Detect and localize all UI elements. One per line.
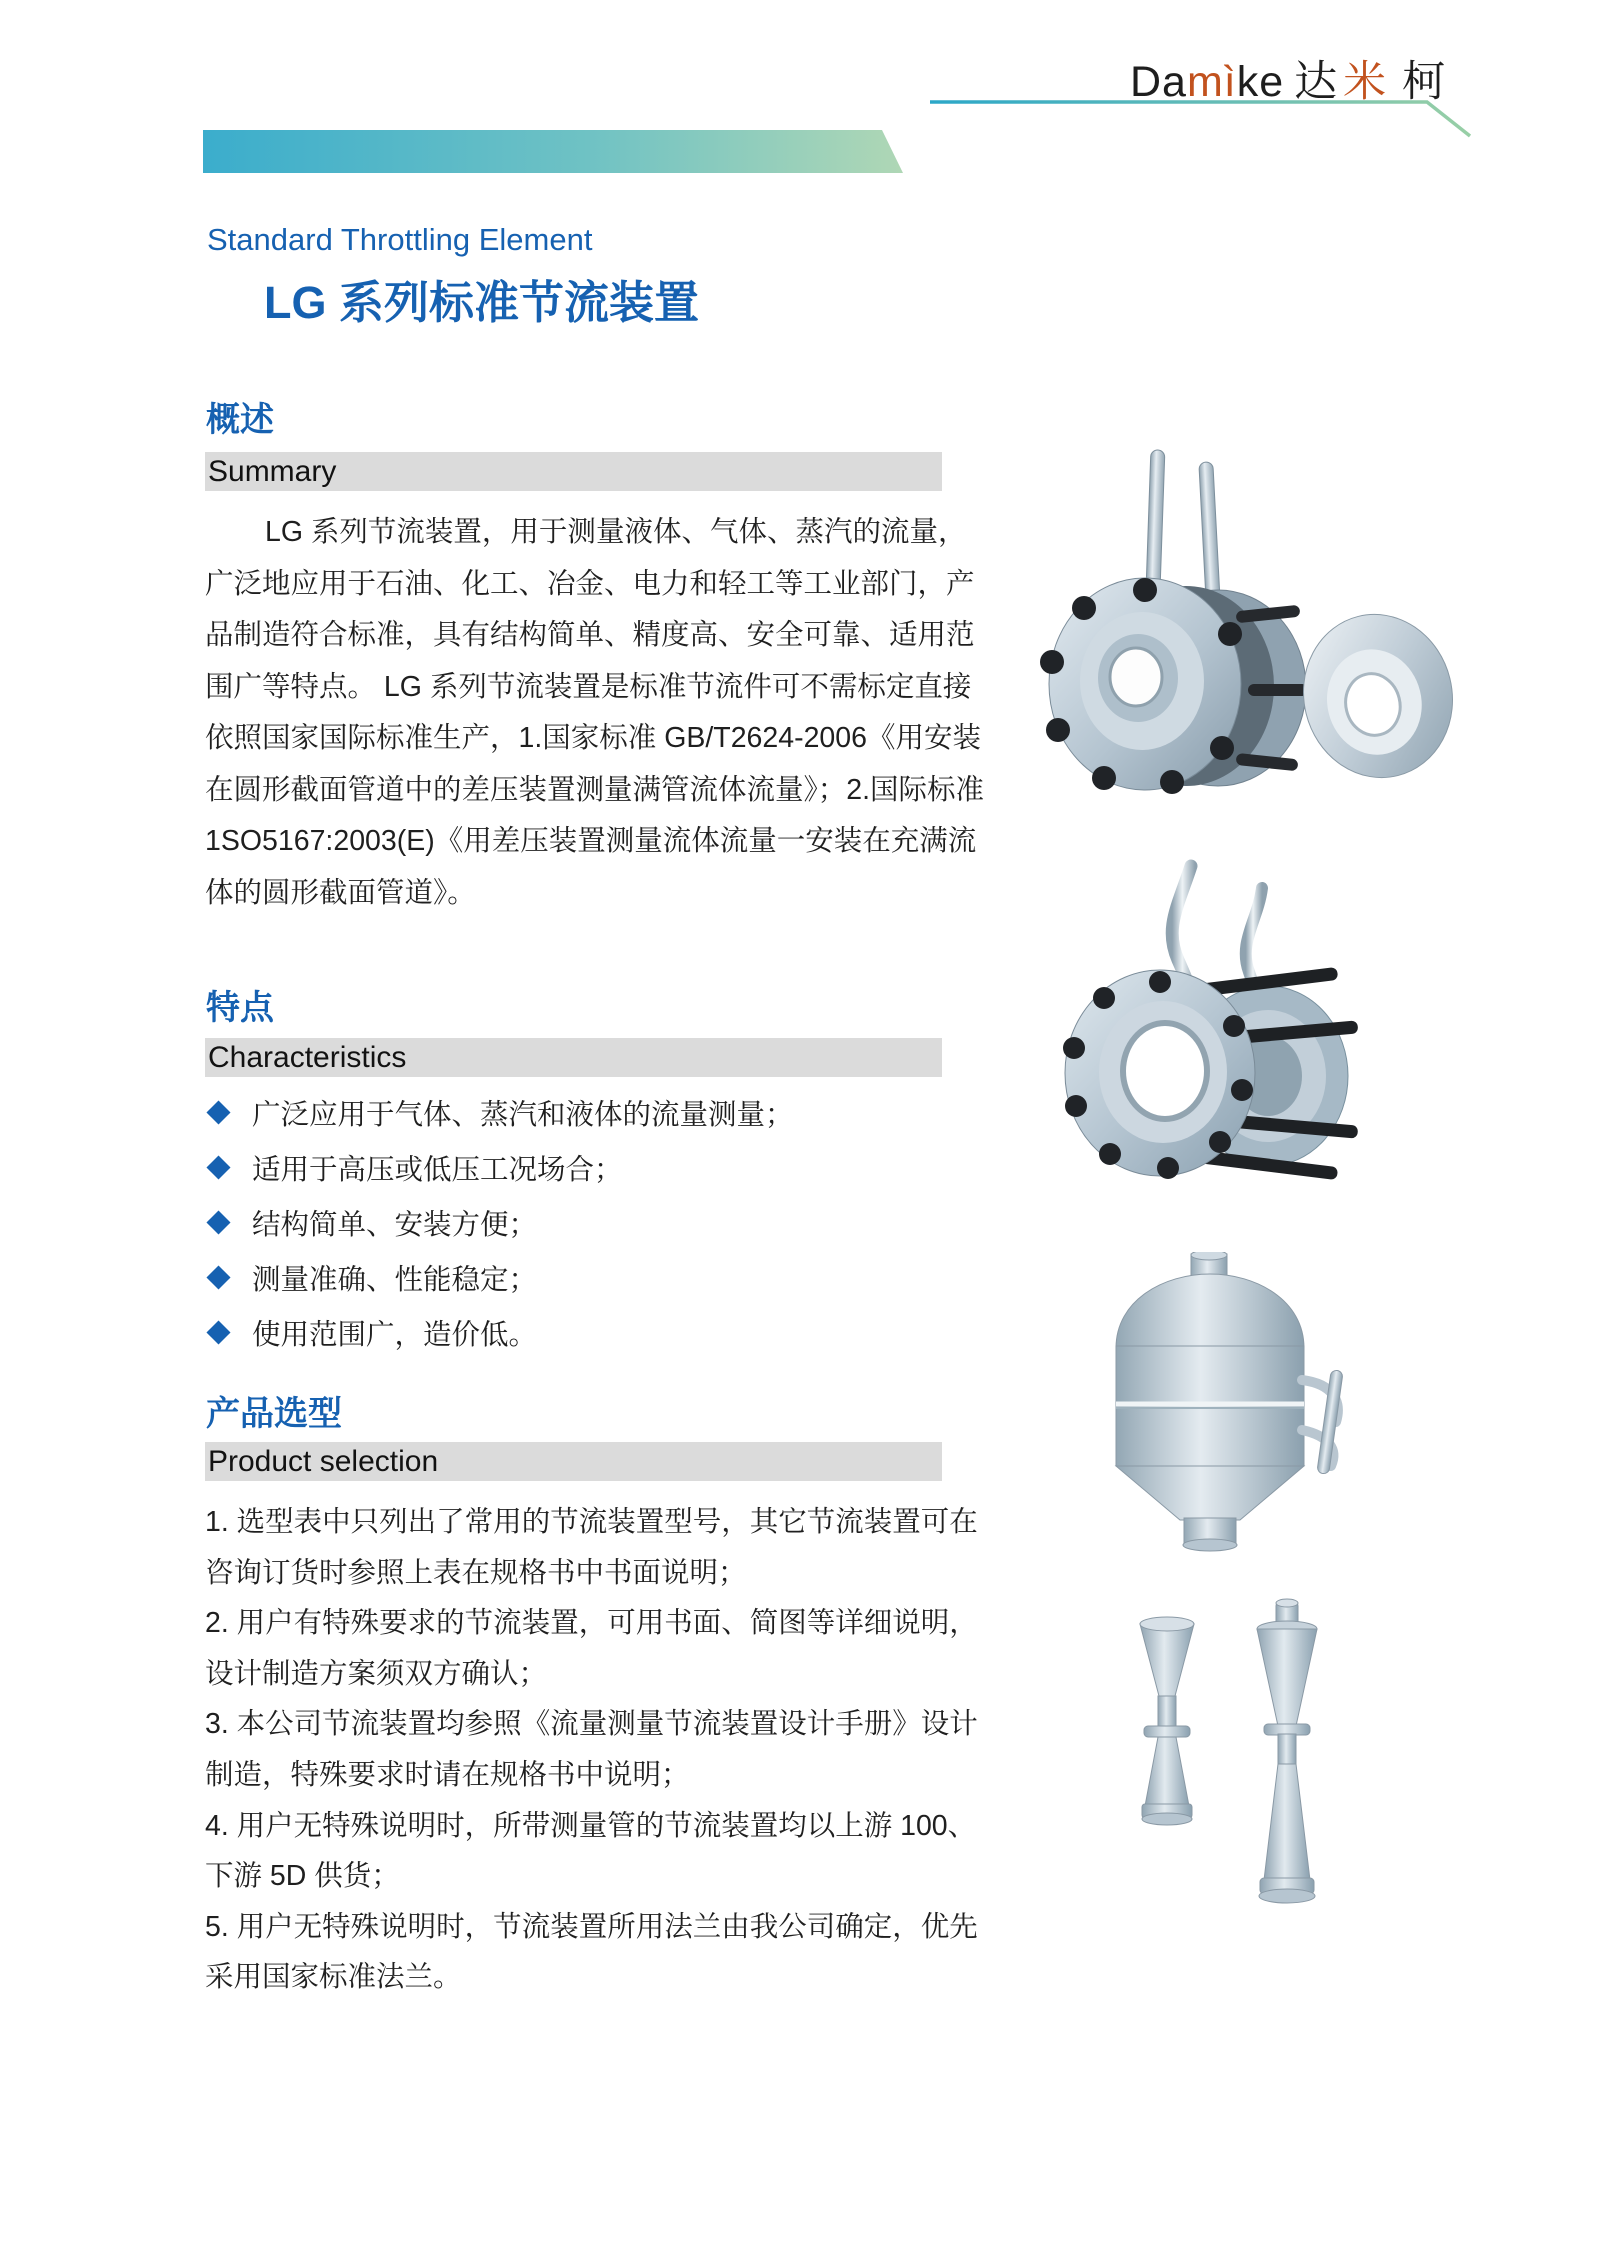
diamond-bullet-icon bbox=[206, 1265, 230, 1289]
feature-text: 测量准确、性能稳定； bbox=[252, 1264, 538, 1296]
feature-text: 适用于高压或低压工况场合； bbox=[252, 1154, 623, 1186]
header-rule-line bbox=[930, 96, 1480, 138]
selection-heading-zh: 产品选型 bbox=[206, 1395, 342, 1433]
selection-line: 2. 用户有特殊要求的节流装置，可用书面、简图等详细说明， bbox=[205, 1607, 978, 1640]
logo-text-zh2: 米 bbox=[1343, 58, 1393, 106]
summary-heading-zh: 概述 bbox=[206, 401, 274, 439]
selection-list bbox=[205, 1497, 1005, 2003]
photo-orifice-flange-assembly bbox=[1000, 448, 1470, 813]
characteristics-heading-en: Characteristics bbox=[208, 1040, 407, 1074]
selection-heading-bar bbox=[205, 1442, 942, 1481]
selection-line: 下游 5D 供货； bbox=[205, 1860, 400, 1893]
summary-line: 在圆形截面管道中的差压装置测量满管流体流量》；2.国际标准 bbox=[205, 773, 985, 806]
characteristics-heading-bar bbox=[205, 1038, 942, 1077]
feature-list bbox=[208, 1085, 794, 1360]
page-title: LG 系列标准节流装置 bbox=[264, 277, 699, 328]
photo-barrel-vessel bbox=[1078, 1252, 1343, 1562]
summary-line: 品制造符合标准，具有结构简单、精度高、安全可靠、适用范 bbox=[205, 619, 975, 651]
feature-item bbox=[208, 1085, 794, 1140]
selection-line: 3. 本公司节流装置均参照《流量测量节流装置设计手册》设计 bbox=[205, 1708, 978, 1741]
logo-text-mi: mì bbox=[1186, 58, 1237, 106]
photo-venturi-nozzles bbox=[1072, 1598, 1377, 1913]
summary-line: 依照国家国际标准生产，1.国家标准 GB/T2624-2006《用安装 bbox=[205, 722, 981, 754]
logo-text-zh3: 柯 bbox=[1402, 58, 1452, 106]
summary-line: 体的圆形截面管道》。 bbox=[205, 876, 476, 909]
selection-line: 1. 选型表中只列出了常用的节流装置型号，其它节流装置可在 bbox=[205, 1506, 978, 1538]
summary-line: 围广等特点。 LG 系列节流装置是标准节流件可不需标定直接 bbox=[205, 670, 972, 703]
summary-paragraph bbox=[205, 507, 995, 919]
diamond-bullet-icon bbox=[206, 1320, 230, 1344]
feature-text: 结构简单、安装方便； bbox=[252, 1209, 538, 1241]
selection-line: 制造，特殊要求时请在规格书中说明； bbox=[205, 1758, 690, 1791]
diamond-bullet-icon bbox=[206, 1210, 230, 1234]
summary-heading-bar bbox=[205, 452, 942, 491]
summary-heading-en: Summary bbox=[208, 454, 337, 488]
photo-annular-flange-assembly bbox=[1028, 858, 1378, 1203]
logo-text-ke: ke bbox=[1236, 58, 1285, 106]
page-subtitle-en: Standard Throttling Element bbox=[207, 222, 593, 257]
feature-item bbox=[208, 1305, 794, 1360]
summary-line: 1SO5167:2003(E)《用差压装置测量流体流量一安装在充满流 bbox=[205, 825, 977, 857]
selection-heading-en: Product selection bbox=[208, 1444, 439, 1478]
logo-text-da: Da bbox=[1130, 58, 1187, 106]
feature-item bbox=[208, 1195, 794, 1250]
feature-text: 广泛应用于气体、蒸汽和液体的流量测量； bbox=[252, 1099, 794, 1131]
selection-line: 咨询订货时参照上表在规格书中书面说明； bbox=[205, 1556, 747, 1589]
feature-item bbox=[208, 1140, 794, 1195]
logo-text-zh1: 达 bbox=[1294, 58, 1344, 106]
selection-line: 采用国家标准法兰。 bbox=[205, 1961, 462, 1994]
selection-line: 5. 用户无特殊说明时，节流装置所用法兰由我公司确定，优先 bbox=[205, 1910, 978, 1943]
banner-strip bbox=[203, 130, 903, 173]
selection-line: 4. 用户无特殊说明时，所带测量管的节流装置均以上游 100、 bbox=[205, 1809, 977, 1842]
feature-item bbox=[208, 1250, 794, 1305]
summary-line: LG 系列节流装置，用于测量液体、气体、蒸汽的流量， bbox=[265, 516, 967, 548]
summary-line: 广泛地应用于石油、化工、冶金、电力和轻工等工业部门，产 bbox=[205, 567, 975, 600]
diamond-bullet-icon bbox=[206, 1155, 230, 1179]
diamond-bullet-icon bbox=[206, 1100, 230, 1124]
feature-text: 使用范围广，造价低。 bbox=[252, 1319, 538, 1351]
characteristics-heading-zh: 特点 bbox=[206, 989, 274, 1027]
selection-line: 设计制造方案须双方确认； bbox=[205, 1657, 548, 1690]
